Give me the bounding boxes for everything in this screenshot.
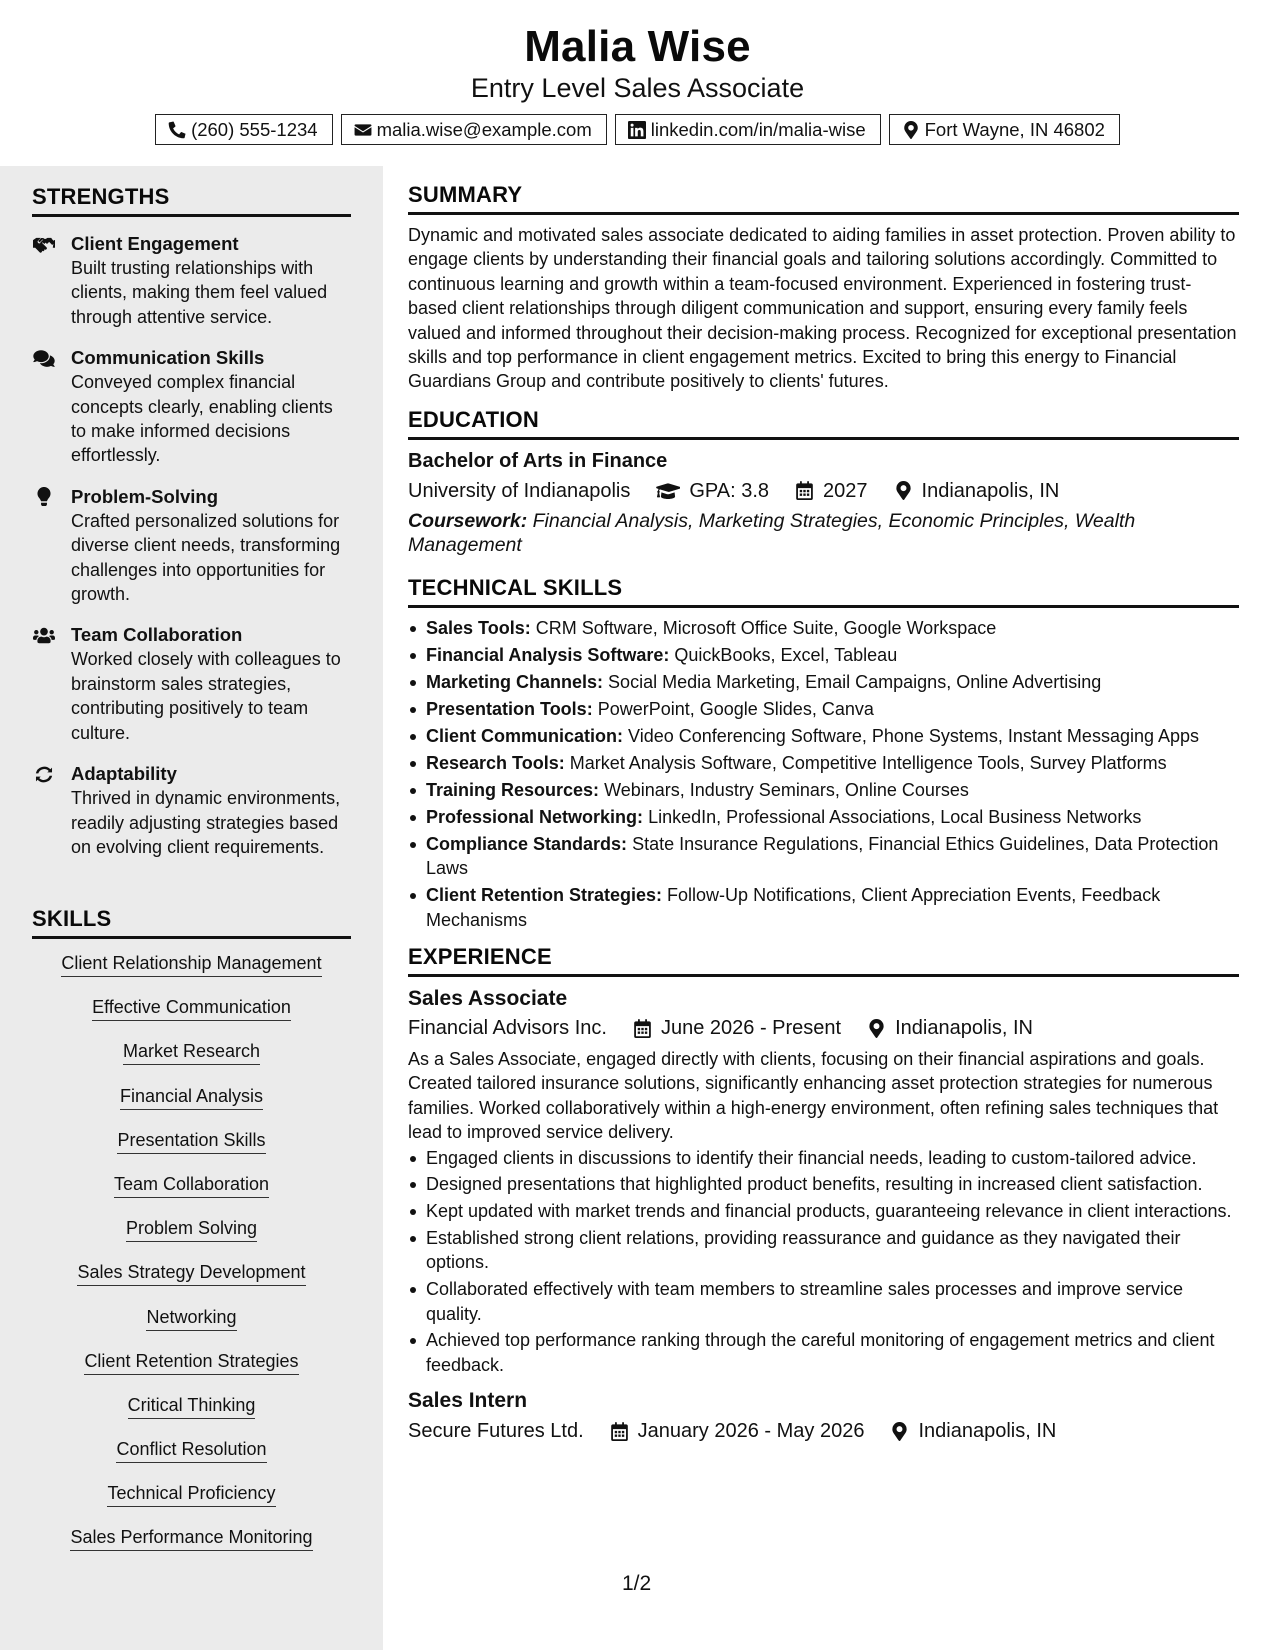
strength-item: [32, 623, 352, 745]
strengths-heading: STRENGTHS: [32, 184, 351, 217]
skills-heading: SKILLS: [32, 906, 351, 939]
strength-item: [32, 346, 352, 468]
strength-description: Built trusting relationships with clients, making them feel valued through attentive service.: [71, 258, 328, 327]
lightbulb-icon: [32, 487, 56, 507]
job-company: Financial Advisors Inc.: [408, 1017, 607, 1040]
coursework-label: Coursework:: [408, 509, 528, 532]
job-location: Indianapolis, IN: [895, 1017, 1033, 1040]
education-degree: Bachelor of Arts in Finance: [408, 449, 668, 472]
skill-value: Market Analysis Software, Competitive Intelligence Tools, Survey Platforms: [569, 752, 1167, 773]
job-meta: [408, 1014, 1239, 1042]
list-item: Collaborated effectively with team members to streamline sales processes and improve service quality.: [408, 1277, 1239, 1326]
skill-label: Sales Tools:: [426, 617, 531, 638]
sync-icon: [32, 764, 56, 784]
skill-item: Sales Performance Monitoring: [70, 1526, 312, 1551]
contact-location: [889, 114, 1120, 145]
skill-item: Sales Strategy Development: [77, 1261, 305, 1286]
linkedin-icon: [628, 121, 646, 139]
main-content: [408, 182, 1239, 1445]
calendar-icon: [795, 481, 814, 500]
education-school: University of Indianapolis: [408, 479, 631, 502]
skill-value: Video Conferencing Software, Phone Systems, Instant Messaging Apps: [628, 725, 1200, 746]
skill-value: Social Media Marketing, Email Campaigns, Online Advertising: [608, 671, 1102, 692]
skill-label: Financial Analysis Software:: [426, 644, 670, 665]
skill-label: Client Retention Strategies:: [426, 885, 663, 906]
skill-label: Marketing Channels:: [426, 671, 604, 692]
strength-item: [32, 232, 352, 329]
list-item: Engaged clients in discussions to identify their financial needs, leading to custom-tailored advice.: [408, 1146, 1239, 1170]
strength-description: Crafted personalized solutions for diverse client needs, transforming challenges into opportunities for growth.: [71, 510, 341, 605]
list-item: Established strong client relations, providing reassurance and guidance as they navigated their options.: [408, 1226, 1239, 1275]
skills-list: [32, 952, 351, 1571]
list-item: [408, 697, 1239, 721]
strengths-list: [32, 232, 352, 876]
job-location: Indianapolis, IN: [918, 1420, 1057, 1443]
calendar-icon: [633, 1019, 652, 1038]
list-item: Designed presentations that highlighted product benefits, resulting in increased client satisfaction.: [408, 1172, 1239, 1196]
summary-heading: SUMMARY: [408, 182, 1239, 215]
skill-label: Research Tools:: [426, 752, 565, 773]
list-item: [408, 778, 1239, 802]
list-item: Achieved top performance ranking through the careful monitoring of engagement metrics and client feedback.: [408, 1328, 1239, 1377]
phone-icon: [168, 121, 186, 139]
list-item: [408, 805, 1239, 829]
skill-item: Effective Communication: [92, 996, 291, 1021]
strength-title: Adaptability: [71, 763, 177, 785]
contact-email[interactable]: [341, 114, 607, 145]
calendar-icon: [610, 1422, 629, 1441]
list-item: [408, 616, 1239, 640]
skill-value: QuickBooks, Excel, Tableau: [674, 644, 898, 665]
skill-label: Presentation Tools:: [426, 698, 593, 719]
job-title: Sales Associate: [408, 987, 568, 1011]
comments-icon: [32, 348, 56, 368]
map-marker-icon: [902, 121, 920, 139]
skill-value: Webinars, Industry Seminars, Online Courses: [604, 779, 969, 800]
technical-skills-heading: TECHNICAL SKILLS: [408, 575, 1239, 608]
contact-phone[interactable]: [155, 114, 333, 145]
skill-item: Networking: [146, 1306, 236, 1331]
strength-title: Team Collaboration: [71, 624, 243, 646]
skill-item: Team Collaboration: [114, 1173, 269, 1198]
contact-linkedin[interactable]: [615, 114, 881, 145]
map-marker-icon: [890, 1422, 909, 1441]
page-number: 1/2: [622, 1572, 652, 1595]
skill-label: Client Communication:: [426, 725, 623, 746]
skill-label: Compliance Standards:: [426, 833, 628, 854]
list-item: [408, 883, 1239, 932]
list-item: [408, 724, 1239, 748]
job-dates: January 2026 - May 2026: [637, 1420, 865, 1443]
strength-item: [32, 762, 352, 859]
education-gpa: GPA: 3.8: [689, 479, 770, 502]
envelope-icon: [354, 121, 372, 139]
contact-bar: [0, 114, 1275, 145]
map-marker-icon: [894, 481, 913, 500]
skill-item: Presentation Skills: [117, 1129, 265, 1154]
job-company: Secure Futures Ltd.: [408, 1420, 584, 1443]
skill-value: PowerPoint, Google Slides, Canva: [597, 698, 874, 719]
education-heading: EDUCATION: [408, 407, 1239, 440]
job-dates: June 2026 - Present: [660, 1017, 842, 1040]
education-year: 2027: [823, 479, 868, 502]
graduation-cap-icon: [656, 481, 680, 500]
skill-item: Technical Proficiency: [107, 1482, 275, 1507]
contact-email-text: malia.wise@example.com: [376, 118, 592, 140]
skill-value: Follow-Up Notifications, Client Appreciation Events, Feedback Mechanisms: [426, 885, 1161, 930]
summary-text: Dynamic and motivated sales associate dedicated to aiding families in asset protection. Proven ability to engage clients by understanding their financial goals and tailoring solutions accordingly. Committed to continuous learning and growth within a team-focused environment. Experienced in fostering trust-based client relationships through diligent communication and support, ensuring every family feels valued and informed throughout their decision-making process. Recognized for exceptional presentation skills and top performance in client engagement metrics. Excited to bring this energy to Financial Guardians Group and contribute positively to clients' futures.: [408, 225, 1237, 392]
coursework-list: Financial Analysis, Marketing Strategies, Economic Principles, Wealth Management: [408, 509, 1136, 557]
skill-item: Critical Thinking: [128, 1394, 256, 1419]
strength-description: Thrived in dynamic environments, readily adjusting strategies based on evolving client requirements.: [71, 788, 341, 857]
strength-title: Communication Skills: [71, 347, 265, 369]
list-item: [408, 643, 1239, 667]
strength-title: Client Engagement: [71, 233, 239, 254]
map-marker-icon: [867, 1019, 886, 1038]
strength-item: [32, 485, 352, 607]
contact-linkedin-text: linkedin.com/in/malia-wise: [650, 118, 866, 140]
skill-item: Conflict Resolution: [116, 1438, 266, 1463]
skill-item: Problem Solving: [126, 1217, 257, 1242]
list-item: [408, 751, 1239, 775]
skill-value: State Insurance Regulations, Financial Ethics Guidelines, Data Protection Laws: [426, 833, 1219, 879]
candidate-title: Entry Level Sales Associate: [470, 73, 805, 103]
education-coursework: [408, 509, 1239, 558]
skill-item: Market Research: [123, 1040, 260, 1065]
skill-label: Training Resources:: [426, 779, 600, 800]
candidate-name: Malia Wise: [524, 22, 751, 71]
education-meta: [408, 477, 1239, 505]
job-bullets: [408, 1146, 1239, 1378]
skill-item: Financial Analysis: [120, 1085, 263, 1110]
experience-heading: EXPERIENCE: [408, 944, 1239, 977]
skill-value: LinkedIn, Professional Associations, Local Business Networks: [648, 806, 1142, 827]
skill-label: Professional Networking:: [426, 806, 644, 827]
contact-phone-text: (260) 555-1234: [191, 118, 318, 140]
list-item: Kept updated with market trends and financial products, guaranteeing relevance in client interactions.: [408, 1199, 1239, 1223]
strength-description: Worked closely with colleagues to brainstorm sales strategies, contributing positively to team culture.: [71, 649, 341, 743]
skill-value: CRM Software, Microsoft Office Suite, Google Workspace: [535, 617, 997, 638]
job-description: As a Sales Associate, engaged directly with clients, focusing on their financial aspirations and goals. Created tailored insurance solutions, significantly enhancing asset protection strategies for numerous families. Worked collaboratively within a high-energy environment, often refining sales techniques that lead to improved service delivery.: [408, 1049, 1219, 1143]
technical-skills-list: [408, 616, 1239, 932]
strength-title: Problem-Solving: [71, 485, 218, 507]
users-icon: [32, 625, 56, 645]
list-item: [408, 670, 1239, 694]
strength-description: Conveyed complex financial concepts clearly, enabling clients to make informed decisions effortlessly.: [71, 372, 333, 466]
skill-item: Client Relationship Management: [61, 952, 321, 977]
contact-location-text: Fort Wayne, IN 46802: [924, 118, 1105, 140]
list-item: [408, 832, 1239, 881]
job-meta: [408, 1417, 1239, 1445]
handshake-icon: [32, 234, 56, 254]
job-title: Sales Intern: [408, 1389, 528, 1413]
education-location: Indianapolis, IN: [921, 479, 1060, 502]
skill-item: Client Retention Strategies: [84, 1350, 298, 1375]
